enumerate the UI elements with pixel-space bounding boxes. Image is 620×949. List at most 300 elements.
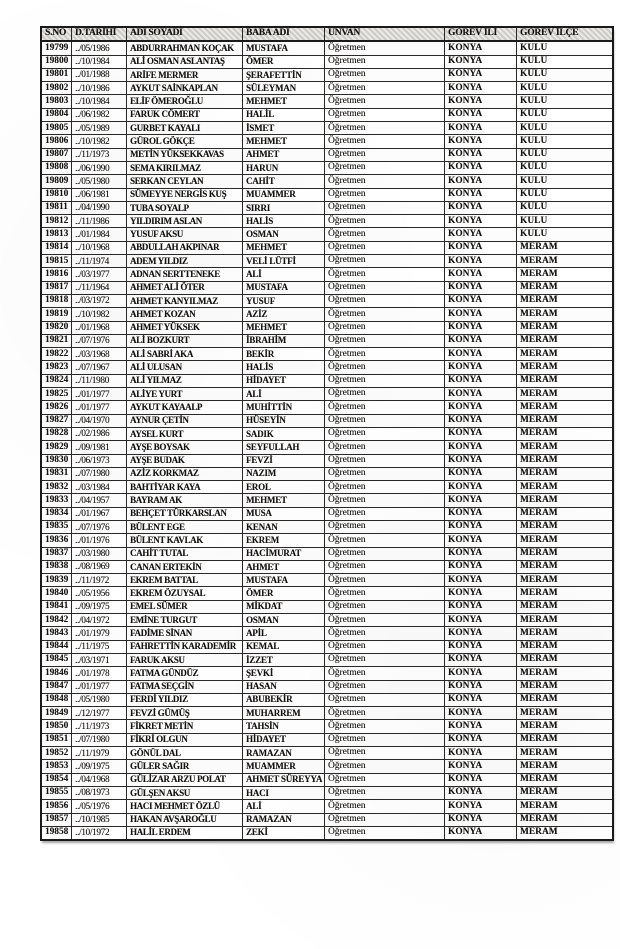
table-row	[41, 334, 613, 347]
table-row	[41, 188, 613, 201]
cell-birth-date: ../07/1980	[72, 467, 127, 480]
cell-father-name: SADIK	[243, 427, 325, 440]
cell-birth-date: ../01/1979	[72, 627, 127, 640]
table-row	[41, 175, 613, 188]
cell-duty-district: MERAM	[517, 268, 614, 281]
cell-duty-province: KONYA	[445, 481, 517, 494]
cell-duty-district: MERAM	[517, 467, 614, 480]
cell-full-name: ARİFE MERMER	[127, 68, 243, 81]
cell-title: Öğretmen	[325, 653, 445, 666]
cell-title: Öğretmen	[325, 640, 445, 653]
cell-duty-province: KONYA	[445, 614, 517, 627]
cell-duty-district: MERAM	[517, 693, 614, 706]
cell-duty-district: KULU	[517, 82, 614, 95]
table-row	[41, 786, 613, 799]
table-row	[41, 122, 613, 135]
cell-full-name: GÖNÜL DAL	[127, 747, 243, 760]
cell-duty-district: MERAM	[517, 454, 614, 467]
cell-serial-no: 19809	[41, 175, 72, 188]
cell-serial-no: 19811	[41, 201, 72, 214]
cell-full-name: GÜROL GÖKÇE	[127, 135, 243, 148]
table-row	[41, 733, 613, 746]
cell-duty-district: MERAM	[517, 294, 614, 307]
cell-serial-no: 19848	[41, 693, 72, 706]
table-row	[41, 693, 613, 706]
cell-full-name: AHMET KOZAN	[127, 308, 243, 321]
cell-title: Öğretmen	[325, 520, 445, 533]
cell-title: Öğretmen	[325, 760, 445, 773]
cell-birth-date: ../10/1986	[72, 82, 127, 95]
cell-duty-district: MERAM	[517, 427, 614, 440]
cell-duty-province: KONYA	[445, 441, 517, 454]
table-row	[41, 321, 613, 334]
cell-serial-no: 19857	[41, 813, 72, 826]
cell-duty-district: MERAM	[517, 653, 614, 666]
cell-title: Öğretmen	[325, 693, 445, 706]
cell-serial-no: 19803	[41, 95, 72, 108]
cell-duty-province: KONYA	[445, 334, 517, 347]
cell-birth-date: ../10/1968	[72, 241, 127, 254]
cell-duty-province: KONYA	[445, 294, 517, 307]
cell-father-name: HALİS	[243, 361, 325, 374]
table-row	[41, 281, 613, 294]
cell-birth-date: ../11/1973	[72, 148, 127, 161]
table-row	[41, 68, 613, 81]
cell-duty-district: MERAM	[517, 255, 614, 268]
cell-full-name: FATMA SEÇGİN	[127, 680, 243, 693]
cell-duty-district: MERAM	[517, 414, 614, 427]
cell-duty-province: KONYA	[445, 374, 517, 387]
cell-duty-district: KULU	[517, 148, 614, 161]
cell-duty-province: KONYA	[445, 494, 517, 507]
cell-duty-district: MERAM	[517, 720, 614, 733]
cell-full-name: EMİNE TURGUT	[127, 614, 243, 627]
table-row	[41, 773, 613, 786]
cell-serial-no: 19823	[41, 361, 72, 374]
cell-duty-district: MERAM	[517, 826, 614, 840]
table-row	[41, 653, 613, 666]
cell-serial-no: 19807	[41, 148, 72, 161]
cell-full-name: AZİZ KORKMAZ	[127, 467, 243, 480]
cell-full-name: ADEM YILDIZ	[127, 255, 243, 268]
cell-birth-date: ../11/1974	[72, 255, 127, 268]
cell-serial-no: 19849	[41, 707, 72, 720]
cell-serial-no: 19844	[41, 640, 72, 653]
cell-title: Öğretmen	[325, 707, 445, 720]
header-row	[41, 27, 613, 41]
cell-duty-district: MERAM	[517, 560, 614, 573]
cell-duty-district: MERAM	[517, 507, 614, 520]
cell-duty-district: MERAM	[517, 587, 614, 600]
cell-title: Öğretmen	[325, 786, 445, 799]
table-row	[41, 547, 613, 560]
cell-duty-district: KULU	[517, 41, 614, 55]
cell-duty-province: KONYA	[445, 401, 517, 414]
cell-birth-date: ../04/1972	[72, 614, 127, 627]
cell-duty-province: KONYA	[445, 308, 517, 321]
cell-duty-province: KONYA	[445, 188, 517, 201]
cell-duty-district: MERAM	[517, 667, 614, 680]
cell-duty-province: KONYA	[445, 122, 517, 135]
cell-father-name: KEMAL	[243, 640, 325, 653]
cell-birth-date: ../03/1984	[72, 481, 127, 494]
cell-duty-district: KULU	[517, 135, 614, 148]
cell-father-name: MUSTAFA	[243, 281, 325, 294]
cell-full-name: EKREM BATTAL	[127, 574, 243, 587]
cell-duty-district: MERAM	[517, 321, 614, 334]
cell-birth-date: ../01/1977	[72, 680, 127, 693]
table-row	[41, 680, 613, 693]
cell-full-name: FARUK CÖMERT	[127, 108, 243, 121]
cell-title: Öğretmen	[325, 55, 445, 68]
table-row	[41, 640, 613, 653]
cell-serial-no: 19836	[41, 534, 72, 547]
cell-birth-date: ../11/1986	[72, 215, 127, 228]
table-row	[41, 720, 613, 733]
cell-duty-district: MERAM	[517, 574, 614, 587]
cell-full-name: HALİL ERDEM	[127, 826, 243, 840]
cell-duty-province: KONYA	[445, 534, 517, 547]
cell-father-name: RAMAZAN	[243, 747, 325, 760]
cell-birth-date: ../08/1969	[72, 560, 127, 573]
cell-serial-no: 19855	[41, 786, 72, 799]
cell-title: Öğretmen	[325, 773, 445, 786]
cell-birth-date: ../03/1971	[72, 653, 127, 666]
header-cell-duty-province: GÖREV İLİ	[445, 27, 517, 41]
cell-father-name: CAHİT	[243, 175, 325, 188]
cell-serial-no: 19856	[41, 800, 72, 813]
cell-full-name: HAKAN AVŞAROĞLU	[127, 813, 243, 826]
cell-father-name: KENAN	[243, 520, 325, 533]
table-row	[41, 441, 613, 454]
cell-duty-province: KONYA	[445, 467, 517, 480]
cell-birth-date: ../05/1980	[72, 693, 127, 706]
table-row	[41, 55, 613, 68]
cell-title: Öğretmen	[325, 188, 445, 201]
cell-father-name: MUHARREM	[243, 707, 325, 720]
cell-full-name: FADİME SİNAN	[127, 627, 243, 640]
cell-duty-district: MERAM	[517, 374, 614, 387]
table-row	[41, 308, 613, 321]
table-row	[41, 600, 613, 613]
cell-duty-district: KULU	[517, 161, 614, 174]
cell-birth-date: ../04/1968	[72, 773, 127, 786]
header-cell-father-name: BABA ADI	[243, 27, 325, 41]
cell-serial-no: 19820	[41, 321, 72, 334]
cell-title: Öğretmen	[325, 587, 445, 600]
cell-duty-province: KONYA	[445, 627, 517, 640]
cell-duty-province: KONYA	[445, 600, 517, 613]
cell-duty-province: KONYA	[445, 454, 517, 467]
cell-duty-district: MERAM	[517, 308, 614, 321]
cell-duty-province: KONYA	[445, 507, 517, 520]
cell-duty-province: KONYA	[445, 747, 517, 760]
cell-duty-district: MERAM	[517, 281, 614, 294]
table-row	[41, 255, 613, 268]
table-row	[41, 667, 613, 680]
cell-duty-district: MERAM	[517, 614, 614, 627]
cell-full-name: BAHTİYAR KAYA	[127, 481, 243, 494]
cell-birth-date: ../07/1980	[72, 733, 127, 746]
cell-serial-no: 19806	[41, 135, 72, 148]
cell-father-name: SEYFULLAH	[243, 441, 325, 454]
cell-title: Öğretmen	[325, 547, 445, 560]
cell-full-name: ADNAN SERTTENEKE	[127, 268, 243, 281]
cell-serial-no: 19805	[41, 122, 72, 135]
cell-duty-district: KULU	[517, 122, 614, 135]
cell-duty-district: MERAM	[517, 760, 614, 773]
cell-birth-date: ../01/1978	[72, 667, 127, 680]
cell-full-name: AYŞE BOYSAK	[127, 441, 243, 454]
cell-birth-date: ../03/1977	[72, 268, 127, 281]
cell-full-name: FAHRETTİN KARADEMİR	[127, 640, 243, 653]
cell-duty-province: KONYA	[445, 95, 517, 108]
cell-father-name: MUSTAFA	[243, 574, 325, 587]
cell-father-name: ŞERAFETTİN	[243, 68, 325, 81]
cell-duty-province: KONYA	[445, 135, 517, 148]
cell-duty-province: KONYA	[445, 268, 517, 281]
table-row	[41, 95, 613, 108]
cell-duty-province: KONYA	[445, 41, 517, 55]
cell-serial-no: 19842	[41, 614, 72, 627]
cell-full-name: EMEL SÜMER	[127, 600, 243, 613]
cell-duty-district: KULU	[517, 175, 614, 188]
cell-duty-province: KONYA	[445, 55, 517, 68]
table-row	[41, 401, 613, 414]
table-row	[41, 414, 613, 427]
cell-birth-date: ../05/1956	[72, 587, 127, 600]
cell-duty-province: KONYA	[445, 427, 517, 440]
cell-duty-district: KULU	[517, 55, 614, 68]
table-row	[41, 760, 613, 773]
cell-full-name: BÜLENT KAVLAK	[127, 534, 243, 547]
cell-serial-no: 19801	[41, 68, 72, 81]
cell-duty-district: MERAM	[517, 534, 614, 547]
cell-full-name: ALİ BOZKURT	[127, 334, 243, 347]
cell-title: Öğretmen	[325, 241, 445, 254]
cell-duty-district: MERAM	[517, 786, 614, 799]
cell-father-name: ALİ	[243, 388, 325, 401]
cell-duty-province: KONYA	[445, 560, 517, 573]
table-row	[41, 627, 613, 640]
cell-duty-province: KONYA	[445, 82, 517, 95]
cell-full-name: YILDIRIM ASLAN	[127, 215, 243, 228]
cell-title: Öğretmen	[325, 401, 445, 414]
cell-birth-date: ../01/1977	[72, 401, 127, 414]
cell-father-name: RAMAZAN	[243, 813, 325, 826]
cell-father-name: OSMAN	[243, 614, 325, 627]
cell-duty-district: KULU	[517, 228, 614, 241]
cell-title: Öğretmen	[325, 268, 445, 281]
cell-title: Öğretmen	[325, 334, 445, 347]
cell-full-name: FARUK AKSU	[127, 653, 243, 666]
cell-serial-no: 19816	[41, 268, 72, 281]
cell-birth-date: ../04/1957	[72, 494, 127, 507]
cell-birth-date: ../07/1976	[72, 520, 127, 533]
cell-duty-district: MERAM	[517, 800, 614, 813]
table-row	[41, 427, 613, 440]
cell-duty-district: MERAM	[517, 441, 614, 454]
cell-title: Öğretmen	[325, 427, 445, 440]
table-row	[41, 82, 613, 95]
cell-title: Öğretmen	[325, 627, 445, 640]
cell-father-name: HARUN	[243, 161, 325, 174]
cell-title: Öğretmen	[325, 348, 445, 361]
cell-title: Öğretmen	[325, 215, 445, 228]
cell-serial-no: 19843	[41, 627, 72, 640]
cell-duty-province: KONYA	[445, 547, 517, 560]
cell-duty-province: KONYA	[445, 826, 517, 840]
table-body	[41, 41, 613, 840]
cell-duty-district: MERAM	[517, 773, 614, 786]
table-row	[41, 614, 613, 627]
cell-title: Öğretmen	[325, 441, 445, 454]
table-row	[41, 374, 613, 387]
cell-full-name: BEHÇET TÜRKARSLAN	[127, 507, 243, 520]
cell-father-name: SIRRI	[243, 201, 325, 214]
cell-serial-no: 19837	[41, 547, 72, 560]
cell-duty-district: MERAM	[517, 680, 614, 693]
cell-duty-district: KULU	[517, 188, 614, 201]
cell-title: Öğretmen	[325, 733, 445, 746]
table-row	[41, 215, 613, 228]
cell-full-name: ABDURRAHMAN KOÇAK	[127, 41, 243, 55]
cell-father-name: SÜLEYMAN	[243, 82, 325, 95]
cell-duty-province: KONYA	[445, 707, 517, 720]
cell-title: Öğretmen	[325, 560, 445, 573]
cell-full-name: SEMA KIRILMAZ	[127, 161, 243, 174]
table-row	[41, 494, 613, 507]
cell-title: Öğretmen	[325, 294, 445, 307]
cell-serial-no: 19808	[41, 161, 72, 174]
cell-serial-no: 19853	[41, 760, 72, 773]
cell-duty-district: MERAM	[517, 600, 614, 613]
header-cell-serial-no: S.NO	[41, 27, 72, 41]
cell-full-name: BAYRAM AK	[127, 494, 243, 507]
cell-father-name: ZEKİ	[243, 826, 325, 840]
cell-serial-no: 19818	[41, 294, 72, 307]
cell-father-name: HİDAYET	[243, 733, 325, 746]
cell-birth-date: ../01/1967	[72, 507, 127, 520]
cell-full-name: FATMA GÜNDÜZ	[127, 667, 243, 680]
cell-duty-province: KONYA	[445, 108, 517, 121]
cell-full-name: AYKUT SAİNKAPLAN	[127, 82, 243, 95]
table-row	[41, 813, 613, 826]
cell-full-name: YUSUF AKSU	[127, 228, 243, 241]
cell-duty-province: KONYA	[445, 520, 517, 533]
header-cell-birth-date: D.TARİHİ	[72, 27, 127, 41]
table-row	[41, 534, 613, 547]
cell-duty-province: KONYA	[445, 348, 517, 361]
cell-title: Öğretmen	[325, 374, 445, 387]
cell-full-name: TUBA SOYALP	[127, 201, 243, 214]
cell-birth-date: ../03/1972	[72, 294, 127, 307]
cell-birth-date: ../05/1986	[72, 41, 127, 55]
cell-title: Öğretmen	[325, 507, 445, 520]
cell-serial-no: 19810	[41, 188, 72, 201]
cell-serial-no: 19822	[41, 348, 72, 361]
cell-birth-date: ../01/1977	[72, 388, 127, 401]
cell-birth-date: ../05/1980	[72, 175, 127, 188]
cell-duty-district: KULU	[517, 108, 614, 121]
cell-duty-province: KONYA	[445, 281, 517, 294]
table-row	[41, 481, 613, 494]
cell-duty-district: MERAM	[517, 547, 614, 560]
cell-serial-no: 19838	[41, 560, 72, 573]
cell-title: Öğretmen	[325, 494, 445, 507]
cell-full-name: FİKRİ OLGUN	[127, 733, 243, 746]
cell-birth-date: ../06/1990	[72, 161, 127, 174]
cell-father-name: YUSUF	[243, 294, 325, 307]
cell-duty-province: KONYA	[445, 175, 517, 188]
cell-father-name: MİKDAT	[243, 600, 325, 613]
cell-full-name: GURBET KAYALI	[127, 122, 243, 135]
cell-duty-province: KONYA	[445, 241, 517, 254]
cell-father-name: AHMET	[243, 148, 325, 161]
cell-birth-date: ../06/1982	[72, 108, 127, 121]
cell-birth-date: ../04/1970	[72, 414, 127, 427]
cell-duty-province: KONYA	[445, 773, 517, 786]
cell-birth-date: ../10/1982	[72, 308, 127, 321]
cell-birth-date: ../11/1964	[72, 281, 127, 294]
cell-title: Öğretmen	[325, 574, 445, 587]
cell-full-name: GÜLŞEN AKSU	[127, 786, 243, 799]
cell-serial-no: 19845	[41, 653, 72, 666]
cell-title: Öğretmen	[325, 388, 445, 401]
cell-duty-province: KONYA	[445, 640, 517, 653]
cell-father-name: HİDAYET	[243, 374, 325, 387]
cell-birth-date: ../07/1967	[72, 361, 127, 374]
cell-duty-province: KONYA	[445, 414, 517, 427]
cell-full-name: AYSEL KURT	[127, 427, 243, 440]
cell-birth-date: ../05/1976	[72, 800, 127, 813]
cell-full-name: CANAN ERTEKİN	[127, 560, 243, 573]
cell-father-name: ÖMER	[243, 587, 325, 600]
cell-duty-district: MERAM	[517, 361, 614, 374]
cell-title: Öğretmen	[325, 161, 445, 174]
table-row	[41, 201, 613, 214]
cell-full-name: EKREM ÖZUYSAL	[127, 587, 243, 600]
table-row	[41, 161, 613, 174]
cell-birth-date: ../03/1980	[72, 547, 127, 560]
cell-father-name: İSMET	[243, 122, 325, 135]
cell-duty-province: KONYA	[445, 148, 517, 161]
cell-title: Öğretmen	[325, 481, 445, 494]
cell-duty-district: KULU	[517, 215, 614, 228]
cell-birth-date: ../04/1990	[72, 201, 127, 214]
cell-serial-no: 19799	[41, 41, 72, 55]
cell-full-name: AYNUR ÇETİN	[127, 414, 243, 427]
cell-serial-no: 19804	[41, 108, 72, 121]
cell-serial-no: 19802	[41, 82, 72, 95]
cell-full-name: AYŞE BUDAK	[127, 454, 243, 467]
cell-birth-date: ../08/1973	[72, 786, 127, 799]
cell-birth-date: ../01/1984	[72, 228, 127, 241]
cell-serial-no: 19841	[41, 600, 72, 613]
cell-serial-no: 19828	[41, 427, 72, 440]
cell-father-name: AHMET	[243, 560, 325, 573]
cell-duty-district: MERAM	[517, 747, 614, 760]
cell-duty-district: MERAM	[517, 813, 614, 826]
cell-duty-district: KULU	[517, 201, 614, 214]
cell-title: Öğretmen	[325, 281, 445, 294]
cell-full-name: ABDULLAH AKPINAR	[127, 241, 243, 254]
table-row	[41, 560, 613, 573]
cell-full-name: ALİ ULUSAN	[127, 361, 243, 374]
cell-serial-no: 19833	[41, 494, 72, 507]
cell-title: Öğretmen	[325, 667, 445, 680]
table-row	[41, 520, 613, 533]
